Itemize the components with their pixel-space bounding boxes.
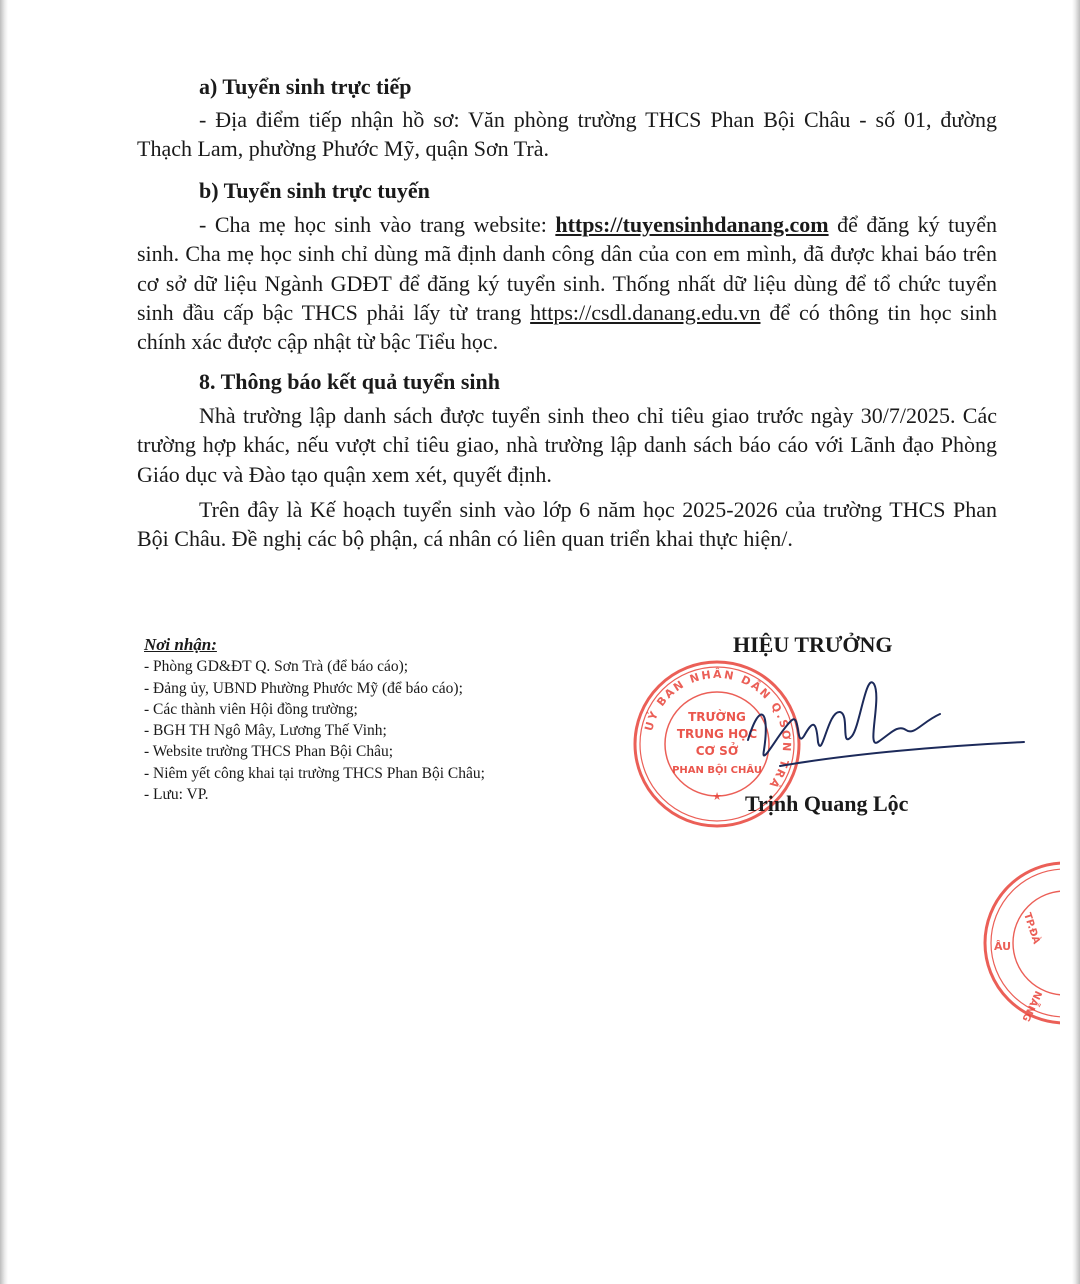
section-b-heading: b) Tuyển sinh trực tuyến — [199, 177, 430, 203]
page-shadow-left — [0, 0, 8, 1284]
section-b-text — [137, 210, 997, 357]
recipient-item: - Đảng ủy, UBND Phường Phước Mỹ (để báo cáo); — [144, 679, 463, 697]
stamp-line: PHAN BỘI CHÂU — [672, 765, 762, 776]
section-b-text-1: - Cha mẹ học sinh vào trang website: — [199, 211, 556, 237]
page-shadow-right — [1072, 0, 1080, 1284]
partial-stamp — [980, 858, 1060, 1028]
stamp-line: TRƯỜNG — [688, 710, 746, 724]
stamp-line: TRUNG HỌC — [676, 727, 758, 741]
recipients-block — [144, 634, 624, 805]
section-a-text: - Địa điểm tiếp nhận hồ sơ: Văn phòng trường THCS Phan Bội Châu - số 01, đường Thạch Lam, phường Phước Mỹ, quận Sơn Trà. — [137, 107, 997, 162]
recipient-item: - Các thành viên Hội đồng trường; — [144, 700, 358, 718]
section-8-text: Nhà trường lập danh sách được tuyển sinh theo chỉ tiêu giao trước ngày 30/7/2025. Các trường hợp khác, nếu vượt chỉ tiêu giao, nhà trường lập danh sách báo cáo với Lãnh đạo Phòng Giáo dục và Đào tạo quận xem xét, quyết định. — [137, 402, 997, 487]
signer-title: HIỆU TRƯỞNG — [733, 632, 893, 657]
stamp-line: CƠ SỞ — [695, 744, 739, 758]
recipient-item: - BGH TH Ngô Mây, Lương Thế Vinh; — [144, 722, 387, 740]
document-body — [137, 70, 997, 554]
recipients-list — [144, 656, 624, 805]
link-csdl[interactable]: https://csdl.danang.edu.vn — [530, 300, 761, 326]
closing-text: Trên đây là Kế hoạch tuyển sinh vào lớp 6 năm học 2025-2026 của trường THCS Phan Bội Châu. Đề nghị các bộ phận, cá nhân có liên quan triển khai thực hiện/. — [137, 497, 997, 552]
stamp-ring-text: UỶ BAN NHÂN DÂN Q.SƠN TRÀ — [642, 667, 794, 792]
recipient-item: - Lưu: VP. — [144, 786, 209, 804]
signature — [700, 670, 1030, 790]
partial-stamp-text: NẴNG — [1019, 988, 1044, 1024]
signer-name: Trịnh Quang Lộc — [745, 791, 909, 816]
link-tuyensinh[interactable]: https://tuyensinhdanang.com — [555, 211, 829, 237]
section-b-text-3: để có thông tin học sinh chính xác được cập nhật từ bậc Tiểu học. — [137, 300, 998, 355]
recipient-item: - Phòng GD&ĐT Q. Sơn Trà (để báo cáo); — [144, 658, 409, 676]
section-b-text-2: để đăng ký tuyển sinh. Cha mẹ học sinh chỉ dùng mã định danh công dân của con em mình, đã được khai báo trên cơ sở dữ liệu Ngành GDĐT để đăng ký tuyển sinh. Thống nhất dữ liệu dùng để tổ chức tuyển sinh đầu cấp bậc THCS phải lấy từ trang — [137, 211, 997, 326]
stamp-star-icon: ★ — [712, 790, 722, 803]
partial-stamp-text: ÂU — [994, 940, 1012, 953]
section-8-heading: 8. Thông báo kết quả tuyển sinh — [199, 368, 500, 394]
recipient-item: - Website trường THCS Phan Bội Châu; — [144, 743, 393, 761]
recipients-title: Nơi nhận: — [144, 635, 217, 654]
partial-stamp-text: TP.ĐÀ — [1021, 911, 1042, 946]
recipient-item: - Niêm yết công khai tại trường THCS Phan Bội Châu; — [144, 764, 485, 782]
section-a-heading: a) Tuyển sinh trực tiếp — [199, 74, 412, 99]
